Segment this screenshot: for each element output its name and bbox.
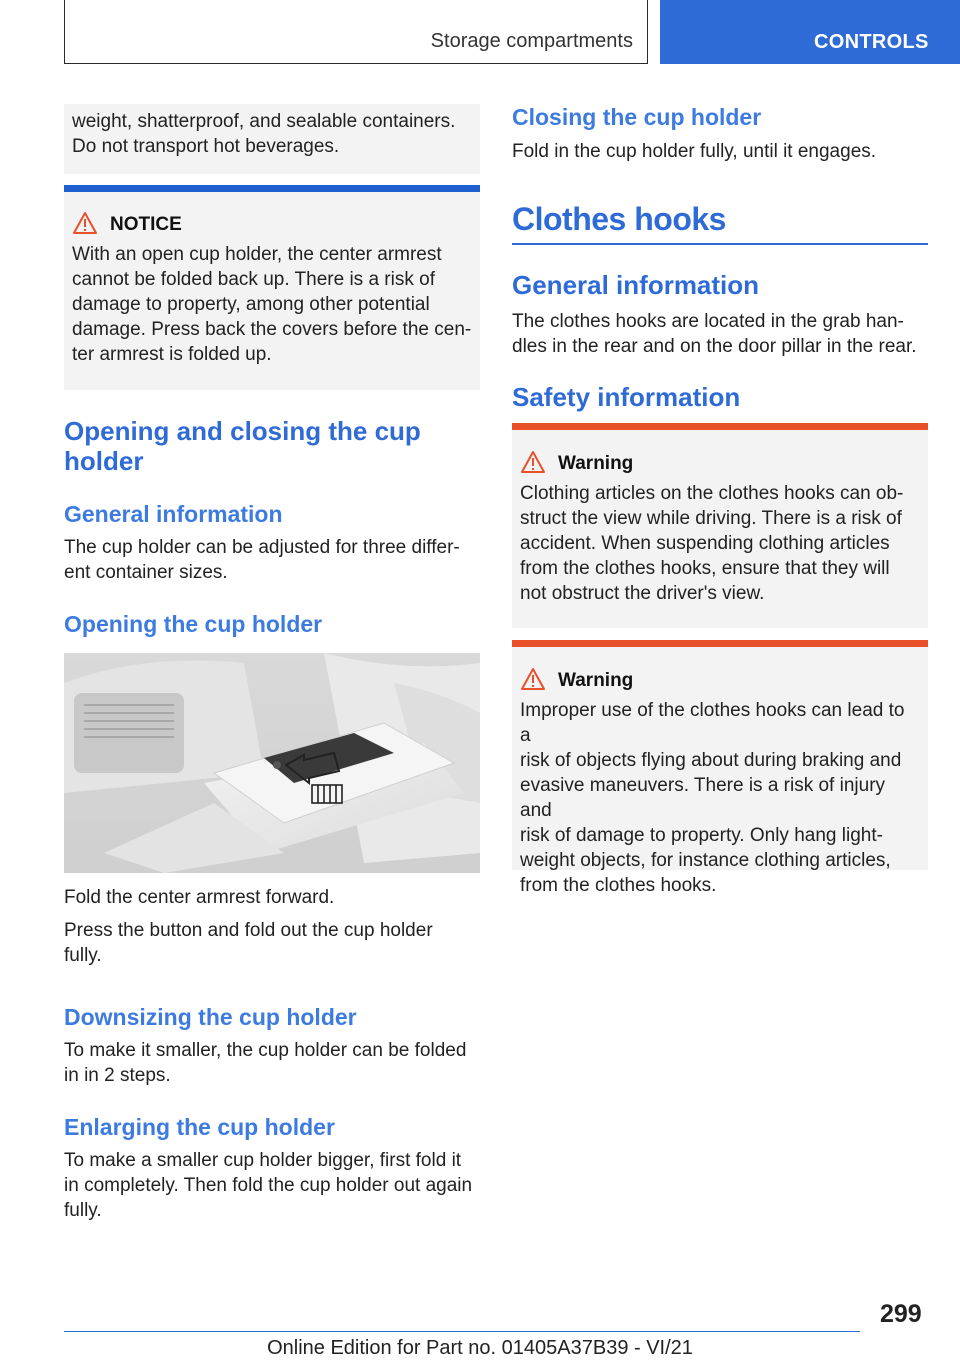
enlarging-text — [64, 1148, 484, 1223]
paragraph-line: To make a smaller cup holder bigger, first fold it — [64, 1150, 462, 1171]
notice-bar — [64, 185, 480, 192]
notice-title: NOTICE — [110, 214, 182, 235]
page-number: 299 — [880, 1300, 922, 1328]
opening-steps — [64, 885, 480, 968]
cup-holder-illustration — [64, 653, 480, 873]
step-line: fully. — [64, 945, 102, 966]
warning-line: not obstruct the driver's view. — [520, 583, 765, 604]
heading-rule — [512, 243, 928, 245]
warning-line: evasive maneuvers. There is a risk of injury and — [520, 775, 886, 821]
notice-line: damage to property, among other potential — [72, 294, 430, 315]
subheading-general-information: General information — [64, 501, 283, 527]
step-line: Fold the center armrest forward. — [64, 887, 335, 908]
continued-line-1: weight, shatterproof, and sealable containers. — [72, 111, 456, 132]
paragraph-line: The clothes hooks are located in the grab han- — [512, 311, 904, 332]
section-heading-cup-holder — [64, 416, 421, 476]
footer-rule — [64, 1331, 860, 1332]
header-chapter-tab — [660, 0, 960, 64]
subheading-closing: Closing the cup holder — [512, 104, 762, 130]
heading-line-2: holder — [64, 446, 144, 476]
subheading-opening: Opening the cup holder — [64, 611, 323, 637]
general-information-text — [64, 535, 480, 585]
chapter-heading-clothes-hooks: Clothes hooks — [512, 201, 726, 237]
paragraph-line: ent container sizes. — [64, 562, 228, 583]
warning-box-1 — [512, 430, 928, 628]
header-section-title: Storage compartments — [430, 30, 633, 52]
hooks-general-text — [512, 309, 932, 359]
continued-warning-box — [64, 104, 480, 174]
warning-title: Warning — [558, 670, 634, 691]
subheading-safety-information: Safety information — [512, 382, 741, 412]
paragraph-line: in completely. Then fold the cup holder out again — [64, 1175, 473, 1196]
notice-line: ter armrest is folded up. — [72, 344, 272, 365]
paragraph-line: To make it smaller, the cup holder can be folded — [64, 1040, 467, 1061]
warning-line: Improper use of the clothes hooks can lead to a — [520, 700, 905, 746]
warning-title: Warning — [558, 453, 634, 474]
warning-triangle-icon — [72, 211, 98, 235]
footer-edition-text: Online Edition for Part no. 01405A37B39 - VI/21 — [267, 1337, 693, 1359]
downsizing-text — [64, 1038, 480, 1088]
warning-line: risk of objects flying about during braking and — [520, 750, 902, 771]
warning-line: risk of damage to property. Only hang light- — [520, 825, 883, 846]
notice-line: damage. Press back the covers before the cen- — [72, 319, 472, 340]
subheading-enlarging: Enlarging the cup holder — [64, 1114, 335, 1140]
warning-line: struct the view while driving. There is a risk of — [520, 508, 902, 529]
notice-box — [64, 192, 480, 390]
header-section-tab — [64, 0, 648, 64]
subheading-downsizing: Downsizing the cup holder — [64, 1004, 357, 1030]
header-chapter-title: CONTROLS — [814, 31, 929, 53]
paragraph-line: dles in the rear and on the door pillar in the rear. — [512, 336, 917, 357]
step-line: Press the button and fold out the cup holder — [64, 920, 433, 941]
warning-line: accident. When suspending clothing articles — [520, 533, 890, 554]
notice-line: cannot be folded back up. There is a risk of — [72, 269, 435, 290]
warning-line: from the clothes hooks, ensure that they will — [520, 558, 890, 579]
warning-box-2 — [512, 647, 928, 896]
warning-bar-1 — [512, 423, 928, 430]
paragraph-line: fully. — [64, 1200, 102, 1221]
subheading-general-information-hooks: General information — [512, 270, 760, 300]
warning-triangle-icon — [520, 450, 546, 474]
warning-line: from the clothes hooks. — [520, 875, 717, 896]
warning-bar-2 — [512, 640, 928, 647]
closing-text: Fold in the cup holder fully, until it engages. — [512, 141, 877, 162]
notice-line: With an open cup holder, the center armrest — [72, 244, 442, 265]
warning-line: weight objects, for instance clothing articles, — [520, 850, 891, 871]
paragraph-line: in in 2 steps. — [64, 1065, 171, 1086]
continued-line-2: Do not transport hot beverages. — [72, 136, 340, 157]
warning-line: Clothing articles on the clothes hooks can ob- — [520, 483, 904, 504]
paragraph-line: The cup holder can be adjusted for three differ- — [64, 537, 460, 558]
warning-triangle-icon — [520, 667, 546, 691]
heading-line-1: Opening and closing the cup — [64, 416, 421, 446]
